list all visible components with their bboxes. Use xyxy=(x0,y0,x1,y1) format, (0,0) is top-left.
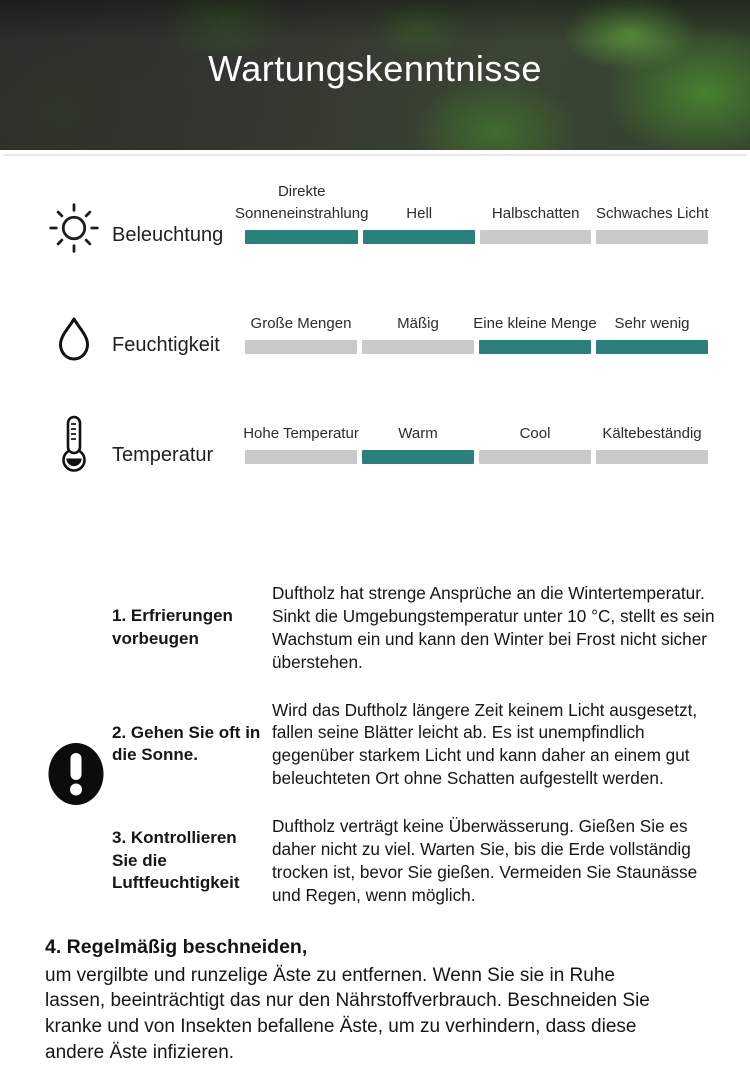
rating-level xyxy=(245,290,357,354)
rating-level xyxy=(362,400,474,464)
rating-level-label: Große Mengen xyxy=(250,314,352,332)
thermometer-icon xyxy=(45,414,103,476)
rating-level xyxy=(473,290,597,354)
sun-icon xyxy=(45,200,103,256)
rating-level xyxy=(596,400,708,464)
rating-level-label: Sehr wenig xyxy=(614,314,690,332)
rating-level xyxy=(596,180,708,244)
rating-level xyxy=(363,180,475,244)
care-tip xyxy=(112,699,725,791)
rating-row-label: Temperatur xyxy=(112,444,214,466)
rating-level xyxy=(362,290,474,354)
care-rating-row xyxy=(45,400,708,464)
rating-level xyxy=(480,180,592,244)
exclamation-icon xyxy=(45,740,107,808)
rating-level xyxy=(479,400,591,464)
tip-heading: 1. Erfrierungen vorbeugen xyxy=(112,606,233,648)
tip-body: Duftholz hat strenge Ansprüche an die Wintertemperatur. Sinkt die Umgebungstemperatur unter 10 °C, stellt es sein Wachstum ein und kann den Winter bei Frost nicht sicher überstehen. xyxy=(272,583,715,672)
rating-level-bar xyxy=(596,230,708,244)
tip-body: Duftholz verträgt keine Überwässerung. Gießen Sie es daher nicht zu viel. Warten Sie, bis die Erde vollständig trocken ist, bevor Sie gießen. Vermeiden Sie Staunässe und Regen, wenn möglich. xyxy=(272,816,698,905)
pruning-body: um vergilbte und runzelige Äste zu entfernen. Wenn Sie sie in Ruhe lassen, beeinträchtigt das nur den Nährstoffverbrauch. Beschneiden Sie kranke und von Insekten befallene Äste, um zu verhindern, dass diese andere Äste infizieren. xyxy=(45,964,650,1063)
rating-level-bar xyxy=(245,230,358,244)
rating-level-bar xyxy=(363,230,475,244)
rating-level-label: Warm xyxy=(398,424,438,442)
care-tip xyxy=(112,815,725,907)
care-ratings-section xyxy=(0,156,750,464)
rating-row-label: Beleuchtung xyxy=(112,224,224,246)
rating-level-bar xyxy=(362,450,474,464)
rating-level-bar xyxy=(245,450,357,464)
pruning-section xyxy=(0,932,750,1066)
page-title: Wartungskenntnisse xyxy=(208,48,542,89)
rating-level-label: Kältebeständig xyxy=(602,424,702,442)
rating-level-label: Halbschatten xyxy=(491,204,580,222)
rating-row-label: Feuchtigkeit xyxy=(112,334,220,356)
rating-level-bar xyxy=(596,450,708,464)
rating-level xyxy=(235,180,369,244)
tip-heading: 3. Kontrollieren Sie die Luftfeuchtigkeit xyxy=(112,828,240,892)
rating-level-label: Hohe Temperatur xyxy=(243,424,359,442)
rating-level-label: Mäßig xyxy=(397,314,439,332)
rating-level-label: Direkte Sonneneinstrahlung xyxy=(235,183,369,222)
rating-level-bar xyxy=(480,230,592,244)
tips-list xyxy=(112,582,725,907)
water-drop-icon xyxy=(45,314,103,366)
rating-level-label: Eine kleine Menge xyxy=(473,314,597,332)
rating-level-label: Schwaches Licht xyxy=(595,204,709,222)
rating-level-bar xyxy=(596,340,708,354)
rating-level-bar xyxy=(245,340,357,354)
rating-level-label: Hell xyxy=(406,204,433,222)
care-rating-row xyxy=(45,290,708,354)
rating-level xyxy=(245,400,357,464)
tip-heading: 2. Gehen Sie oft in die Sonne. xyxy=(112,722,261,765)
care-tip xyxy=(112,582,725,674)
tip-body: Wird das Duftholz längere Zeit keinem Licht ausgesetzt, fallen seine Blätter leicht ab. Es ist unempfindlich gegenüber starkem Licht und kann daher an einem gut beleuchteten Ort ohne Schatten aufgestellt werden. xyxy=(272,699,698,789)
hero-banner xyxy=(0,0,750,150)
pruning-heading: 4. Regelmäßig beschneiden, xyxy=(45,935,308,958)
rating-level-bar xyxy=(479,340,591,354)
rating-level xyxy=(596,290,708,354)
rating-level-label: Cool xyxy=(519,424,551,442)
rating-level-bar xyxy=(479,450,591,464)
care-tips-section xyxy=(0,510,750,907)
care-rating-row xyxy=(45,180,708,244)
rating-level-bar xyxy=(362,340,474,354)
